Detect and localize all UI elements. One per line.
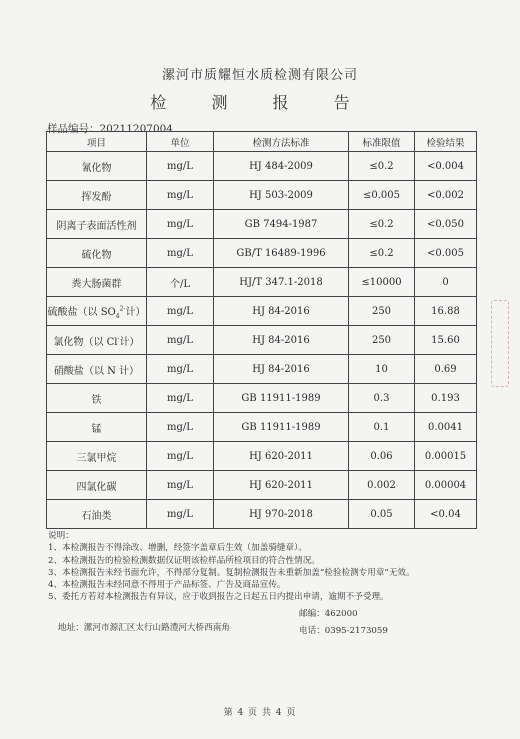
limit-cell: 0.002	[349, 471, 415, 500]
unit-cell: mg/L	[147, 384, 214, 413]
limit-cell: ≤0.2	[349, 239, 415, 268]
table-row	[47, 210, 477, 239]
result-cell: <0.04	[415, 500, 477, 529]
method-cell: HJ 84-2016	[214, 326, 349, 355]
method-cell: GB/T 16489-1996	[214, 239, 349, 268]
unit-cell: mg/L	[147, 152, 214, 181]
item-cell: 锰	[47, 413, 147, 442]
method-cell: HJ 970-2018	[214, 500, 349, 529]
table-row	[47, 413, 477, 442]
limit-cell: 250	[349, 297, 415, 326]
header-limit: 标准限值	[349, 132, 415, 152]
report-title: 检 测 报 告	[150, 93, 370, 112]
item-cell: 三氯甲烷	[47, 442, 147, 471]
item-cell: 铁	[47, 384, 147, 413]
company-name: 漯河市质耀恒水质检测有限公司	[161, 68, 358, 83]
result-cell: 0.00015	[415, 442, 477, 471]
table-row	[47, 268, 477, 297]
method-cell: GB 11911-1989	[214, 413, 349, 442]
method-cell: GB 7494-1987	[214, 210, 349, 239]
result-cell: <0.050	[415, 210, 477, 239]
result-cell: <0.004	[415, 152, 477, 181]
table-row	[47, 181, 477, 210]
unit-cell: mg/L	[147, 442, 214, 471]
item-cell: 氰化物	[47, 152, 147, 181]
limit-cell: ≤0.2	[349, 210, 415, 239]
unit-cell: mg/L	[147, 326, 214, 355]
address: 地址：漯河市源汇区太行山路澧河大桥西南角	[58, 623, 230, 633]
item-cell: 硫化物	[47, 239, 147, 268]
unit-cell: mg/L	[147, 210, 214, 239]
item-text-end: 计）	[119, 336, 140, 348]
method-cell: HJ 84-2016	[214, 297, 349, 326]
result-cell: 0.0041	[415, 413, 477, 442]
table-row	[47, 239, 477, 268]
sample-number: 样品编号：20211207004	[47, 123, 173, 135]
postcode: 邮编：462000	[299, 609, 358, 619]
result-cell: <0.005	[415, 239, 477, 268]
table-row	[47, 297, 477, 326]
results-table	[46, 131, 477, 529]
method-cell: HJ/T 347.1-2018	[214, 268, 349, 297]
header-result: 检验结果	[415, 132, 477, 152]
contact-info	[299, 606, 388, 640]
method-cell: HJ 620-2011	[214, 471, 349, 500]
item-cell: 石油类	[47, 500, 147, 529]
method-cell: HJ 484-2009	[214, 152, 349, 181]
table-row	[47, 384, 477, 413]
method-cell: HJ 503-2009	[214, 181, 349, 210]
unit-cell: mg/L	[147, 181, 214, 210]
item-superscript: -	[117, 335, 120, 343]
note-item: 4、本检测报告未经同意不得用于产品标签、广告及商品宣传。	[48, 580, 286, 591]
unit-cell: mg/L	[147, 471, 214, 500]
limit-cell: ≤10000	[349, 268, 415, 297]
item-cell: 阴离子表面活性剂	[47, 210, 147, 239]
table-row	[47, 355, 477, 384]
unit-cell: mg/L	[147, 239, 214, 268]
seam-stamp-mark	[491, 300, 509, 387]
result-cell: 0.193	[415, 384, 477, 413]
item-text: 硫酸盐（以 SO	[47, 306, 116, 318]
item-cell	[47, 326, 147, 355]
result-cell: <0.002	[415, 181, 477, 210]
unit-cell: 个/L	[147, 268, 214, 297]
limit-cell: 0.1	[349, 413, 415, 442]
method-cell: GB 11911-1989	[214, 384, 349, 413]
result-cell: 15.60	[415, 326, 477, 355]
limit-cell: 250	[349, 326, 415, 355]
notes-section	[48, 530, 415, 604]
method-cell: HJ 620-2011	[214, 442, 349, 471]
item-cell: 挥发酚	[47, 181, 147, 210]
table-row	[47, 471, 477, 500]
header-unit: 单位	[147, 132, 214, 152]
item-text-end: 计）	[125, 306, 146, 318]
table-row	[47, 442, 477, 471]
result-cell: 16.88	[415, 297, 477, 326]
note-item: 2、本检测报告的检验检测数据仅证明该检样品所检项目的符合性情况。	[48, 555, 320, 566]
result-cell: 0.69	[415, 355, 477, 384]
result-cell: 0	[415, 268, 477, 297]
table-row	[47, 326, 477, 355]
limit-cell: 0.06	[349, 442, 415, 471]
item-cell: 四氯化碳	[47, 471, 147, 500]
table-row	[47, 152, 477, 181]
unit-cell: mg/L	[147, 500, 214, 529]
notes-heading: 说明：	[48, 531, 74, 541]
note-item: 3、本检测报告未经书面允许，不得部分复制。复制检测报告未重新加盖“检验检测专用章”无效。	[48, 567, 415, 578]
unit-cell: mg/L	[147, 297, 214, 326]
page-number: 第 4 页 共 4 页	[223, 708, 297, 718]
limit-cell: ≤0.005	[349, 181, 415, 210]
item-subscript: 4	[115, 312, 120, 320]
limit-cell: ≤0.2	[349, 152, 415, 181]
item-cell: 粪大肠菌群	[47, 268, 147, 297]
header-item: 项目	[47, 132, 147, 152]
phone: 电话：0395-2173059	[299, 626, 388, 636]
item-text: 氯化物（以 Cl	[53, 336, 118, 348]
item-superscript: 2-	[119, 305, 126, 313]
limit-cell: 0.3	[349, 384, 415, 413]
unit-cell: mg/L	[147, 355, 214, 384]
header-method: 检测方法标准	[214, 132, 349, 152]
result-cell: 0.00004	[415, 471, 477, 500]
unit-cell: mg/L	[147, 413, 214, 442]
note-item: 5、委托方若对本检测报告有异议，应于收到报告之日起五日内提出申请，逾期不予受理。	[48, 592, 389, 603]
table-row	[47, 500, 477, 529]
note-item: 1、本检测报告不得涂改、增删，经签字盖章后生效（加盖骑缝章）。	[48, 543, 307, 554]
item-cell	[47, 297, 147, 326]
limit-cell: 0.05	[349, 500, 415, 529]
item-cell: 硝酸盐（以 N 计）	[47, 355, 147, 384]
limit-cell: 10	[349, 355, 415, 384]
table-header-row	[47, 132, 477, 152]
method-cell: HJ 84-2016	[214, 355, 349, 384]
